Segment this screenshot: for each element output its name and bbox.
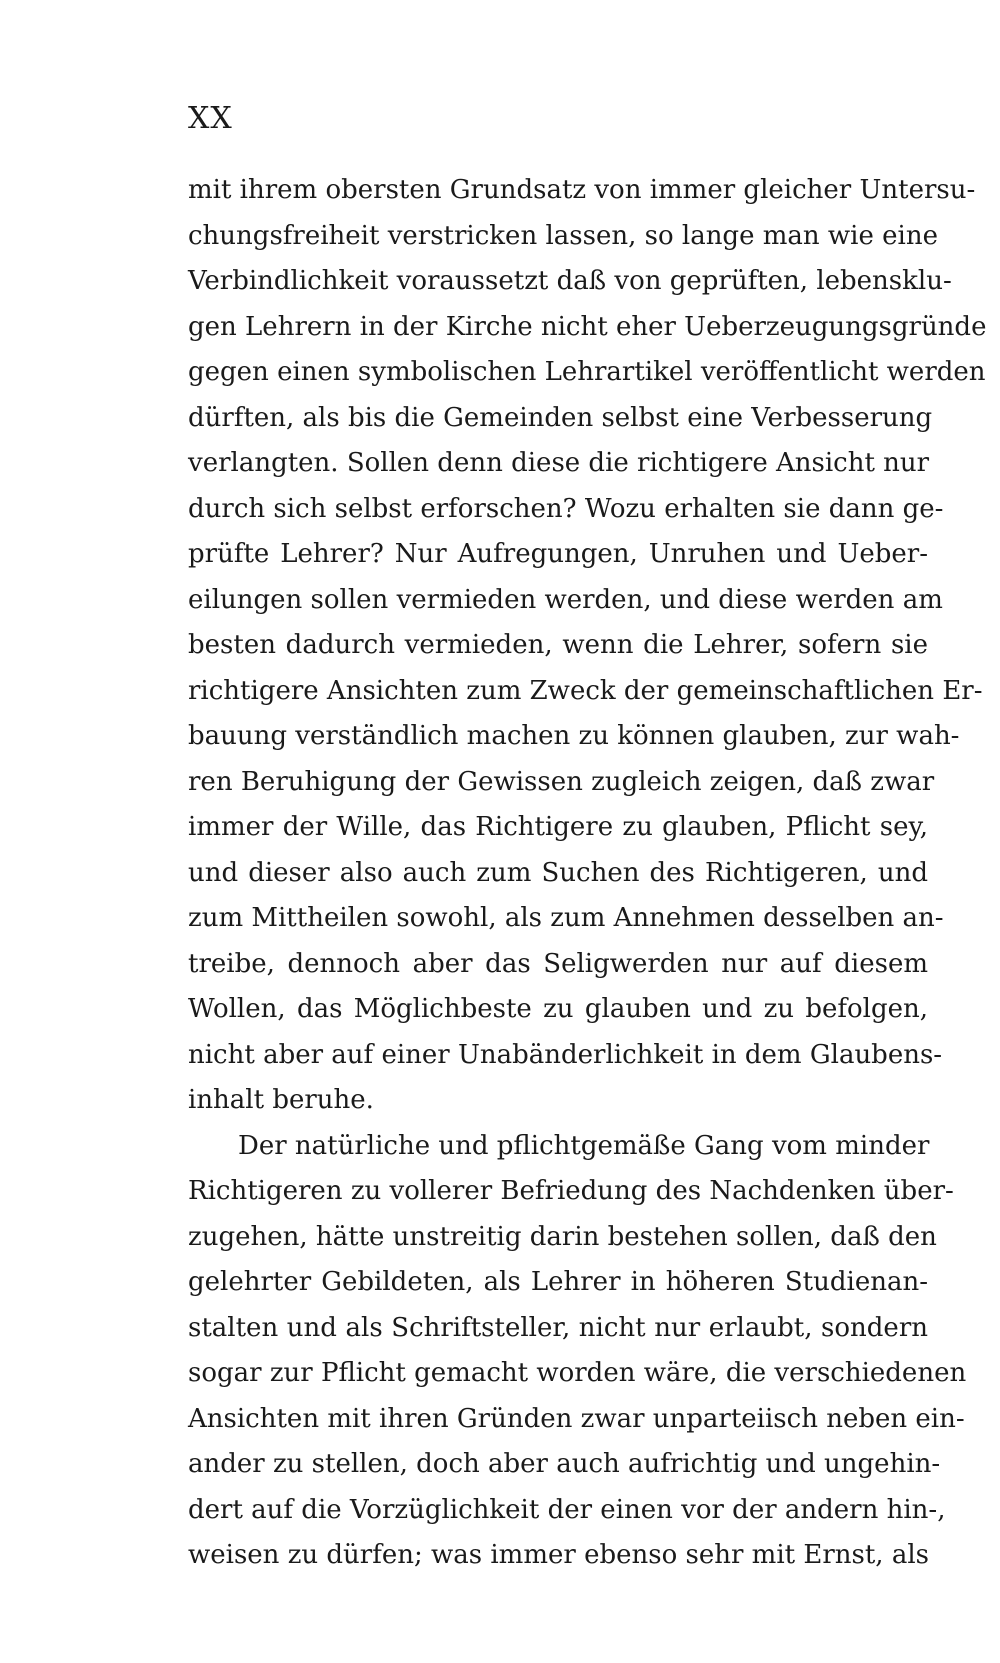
body-text bbox=[188, 168, 987, 1579]
text-line: ren Beruhigung der Gewissen zugleich zeigen, daß zwar bbox=[188, 766, 935, 797]
text-line: sogar zur Pflicht gemacht worden wäre, die verschiedenen bbox=[188, 1358, 967, 1388]
text-line: inhalt beruhe. bbox=[188, 1085, 374, 1115]
text-line: dürften, als bis die Gemeinden selbst eine Verbesserung bbox=[188, 402, 933, 433]
text-line: chungsfreiheit verstricken lassen, so lange man wie eine bbox=[188, 220, 938, 251]
text-line: prüfte Lehrer? Nur Aufregungen, Unruhen und Ueber- bbox=[188, 539, 928, 569]
text-line: mit ihrem obersten Grundsatz von immer gleicher Untersu- bbox=[188, 175, 976, 205]
text-line: treibe, dennoch aber das Seligwerden nur auf diesem bbox=[188, 948, 928, 979]
text-line: durch sich selbst erforschen? Wozu erhalten sie dann ge- bbox=[188, 493, 944, 524]
text-line: ander zu stellen, doch aber auch aufrichtig und ungehin- bbox=[188, 1449, 941, 1479]
text-line: und dieser also auch zum Suchen des Richtigeren, und bbox=[188, 857, 928, 888]
text-line: eilungen sollen vermieden werden, und diese werden am bbox=[188, 584, 943, 615]
text-line: richtigere Ansichten zum Zweck der gemeinschaftlichen Er- bbox=[188, 675, 983, 706]
text-line: Der natürliche und pflichtgemäße Gang vom minder bbox=[238, 1130, 930, 1161]
text-line: zugehen, hätte unstreitig darin bestehen sollen, daß den bbox=[188, 1221, 937, 1252]
paragraph bbox=[188, 168, 987, 1124]
text-line: bauung verständlich machen zu können glauben, zur wah- bbox=[188, 721, 960, 751]
text-line: Verbindlichkeit voraussetzt daß von geprüften, lebensklu- bbox=[188, 266, 952, 296]
text-line: stalten und als Schriftsteller, nicht nur erlaubt, sondern bbox=[188, 1312, 928, 1343]
text-line: dert auf die Vorzüglichkeit der einen vor der andern hin-, bbox=[188, 1494, 946, 1525]
paragraph bbox=[188, 1124, 967, 1579]
text-line: zum Mittheilen sowohl, als zum Annehmen desselben an- bbox=[188, 903, 944, 933]
text-line: besten dadurch vermieden, wenn die Lehrer, sofern sie bbox=[188, 630, 928, 660]
text-line: gegen einen symbolischen Lehrartikel veröffentlicht werden bbox=[188, 357, 986, 387]
text-line: immer der Wille, das Richtigere zu glauben, Pflicht sey, bbox=[188, 812, 928, 842]
text-line: Wollen, das Möglichbeste zu glauben und zu befolgen, bbox=[188, 994, 928, 1024]
page-number: XX bbox=[188, 101, 233, 136]
text-line: nicht aber auf einer Unabänderlichkeit in dem Glaubens- bbox=[188, 1039, 943, 1070]
text-line: weisen zu dürfen; was immer ebenso sehr mit Ernst, als bbox=[188, 1540, 929, 1570]
text-line: gen Lehrern in der Kirche nicht eher Ueberzeugungsgründe bbox=[188, 311, 987, 342]
text-line: gelehrter Gebildeten, als Lehrer in höheren Studienan- bbox=[188, 1267, 928, 1297]
text-line: Ansichten mit ihren Gründen zwar unparteiisch neben ein- bbox=[188, 1403, 965, 1434]
text-line: Richtigeren zu vollerer Befriedung des Nachdenken über- bbox=[188, 1176, 954, 1206]
text-line: verlangten. Sollen denn diese die richtigere Ansicht nur bbox=[188, 448, 930, 478]
